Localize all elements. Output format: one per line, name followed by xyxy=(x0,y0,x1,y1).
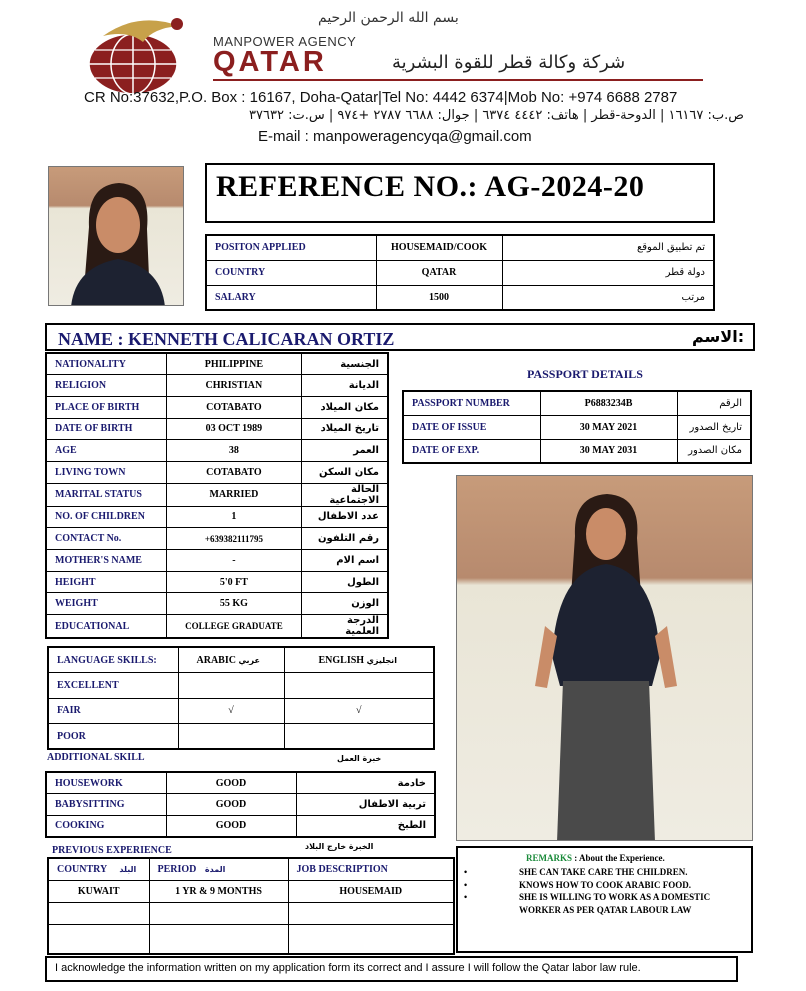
table-row xyxy=(403,415,751,439)
personal-arabic: عدد الاطفال xyxy=(301,506,388,528)
personal-value: 5'0 FT xyxy=(166,571,301,593)
table-row xyxy=(46,615,388,639)
english-language-ar: انجليزي xyxy=(366,655,397,665)
experience-period: 1 YR & 9 MONTHS xyxy=(149,880,288,902)
personal-arabic: العمر xyxy=(301,440,388,462)
remarks-title-rest: : About the Experience. xyxy=(574,853,665,863)
applicant-full-body-photo xyxy=(456,475,753,841)
personal-label: HEIGHT xyxy=(46,571,166,593)
arabic-language-en: ARABIC xyxy=(196,654,236,666)
applicant-name: NAME : KENNETH CALICARAN ORTIZ xyxy=(58,329,395,349)
contact-line-arabic: ص.ب: ١٦١٦٧ | الدوحة-قطر | هاتف: ٤٤٤٢ ٦٣٧٤ | جوال: ٦٦٨٨ ٢٧٨٧ +٩٧٤ | س.ت: ٣٧٦٣٢ xyxy=(249,108,744,123)
remarks-list xyxy=(464,866,719,916)
housework-value: GOOD xyxy=(166,772,296,794)
date-of-exp-value: 30 MAY 2031 xyxy=(540,439,677,463)
agency-name-arabic: شركة وكالة قطر للقوة البشرية xyxy=(392,52,626,73)
personal-value: 1 xyxy=(166,506,301,528)
arabic-language-ar: عربي xyxy=(238,655,260,665)
table-row xyxy=(46,794,435,816)
position-value: HOUSEMAID/COOK xyxy=(376,235,502,260)
applicant-portrait-photo xyxy=(48,166,184,306)
poor-english-mark xyxy=(284,724,434,750)
country-header xyxy=(48,858,149,880)
salary-value: 1500 xyxy=(376,285,502,310)
country-header-en: COUNTRY xyxy=(57,863,107,875)
table-row xyxy=(46,375,388,397)
babysitting-value: GOOD xyxy=(166,794,296,816)
table-row xyxy=(206,285,714,310)
babysitting-arabic: تربية الاطفال xyxy=(296,794,435,816)
personal-label: WEIGHT xyxy=(46,593,166,615)
remarks-title-key: REMARKS xyxy=(526,853,573,863)
personal-value: PHILIPPINE xyxy=(166,353,301,375)
passport-table xyxy=(402,390,752,464)
personal-value: MARRIED xyxy=(166,483,301,506)
english-language-en: ENGLISH xyxy=(318,654,365,666)
period-header-ar: المدة xyxy=(204,864,226,874)
table-row xyxy=(206,235,714,260)
position-arabic: تم تطبيق الموقع xyxy=(502,235,714,260)
job-description-header: JOB DESCRIPTION xyxy=(288,858,454,880)
personal-arabic: الجنسية xyxy=(301,353,388,375)
country-arabic: دولة قطر xyxy=(502,260,714,285)
passport-details-title: PASSPORT DETAILS xyxy=(527,367,643,381)
agency-name-big: QATAR xyxy=(213,46,327,78)
header-divider xyxy=(213,79,703,81)
contact-line-english: CR No:37632,P.O. Box : 16167, Doha-Qatar|Tel No: 4442 6374|Mob No: +974 6688 2787 xyxy=(84,89,678,106)
personal-label: EDUCATIONAL xyxy=(46,615,166,639)
additional-skill-title: ADDITIONAL SKILL xyxy=(47,752,145,763)
date-of-issue-value: 30 MAY 2021 xyxy=(540,415,677,439)
table-row xyxy=(46,772,435,794)
fair-arabic-mark: √ xyxy=(178,698,284,724)
remark-text: KNOWS HOW TO COOK ARABIC FOOD. xyxy=(519,879,692,890)
acknowledgement-text: I acknowledge the information written on my application form its correct and I assure I will follow the Qatar labor law rule. xyxy=(55,962,641,974)
experience-country: KUWAIT xyxy=(48,880,149,902)
housework-arabic: خادمة xyxy=(296,772,435,794)
table-row xyxy=(46,418,388,440)
personal-label: MARITAL STATUS xyxy=(46,483,166,506)
table-row xyxy=(206,260,714,285)
personal-value: CHRISTIAN xyxy=(166,375,301,397)
language-skills-label: LANGUAGE SKILLS: xyxy=(48,647,178,673)
personal-arabic: اسم الام xyxy=(301,550,388,572)
table-row xyxy=(48,698,434,724)
excellent-english-mark xyxy=(284,673,434,699)
personal-value: 03 OCT 1989 xyxy=(166,418,301,440)
country-label: COUNTRY xyxy=(206,260,376,285)
skills-table xyxy=(45,771,436,838)
personal-value: 38 xyxy=(166,440,301,462)
table-row xyxy=(48,673,434,699)
personal-arabic: الطول xyxy=(301,571,388,593)
arabic-language-header xyxy=(178,647,284,673)
list-item xyxy=(464,891,719,916)
table-row xyxy=(46,483,388,506)
table-row xyxy=(403,391,751,415)
additional-skill-title-arabic: خبرة العمل xyxy=(337,754,382,763)
country-value: QATAR xyxy=(376,260,502,285)
personal-arabic: الديانة xyxy=(301,375,388,397)
table-row xyxy=(403,439,751,463)
poor-arabic-mark xyxy=(178,724,284,750)
table-row xyxy=(46,593,388,615)
date-of-exp-arabic: مكان الصدور xyxy=(677,439,751,463)
personal-value: 55 KG xyxy=(166,593,301,615)
personal-arabic: الدرجة العلمية xyxy=(301,615,388,639)
table-row xyxy=(48,902,454,924)
excellent-label: EXCELLENT xyxy=(48,673,178,699)
salary-arabic: مرتب xyxy=(502,285,714,310)
personal-arabic: مكان الميلاد xyxy=(301,396,388,418)
personal-value: COLLEGE GRADUATE xyxy=(166,615,301,639)
previous-experience-title-arabic: الخبرة خارج البلاد xyxy=(305,842,374,851)
personal-label: MOTHER'S NAME xyxy=(46,550,166,572)
date-of-issue-arabic: تاريخ الصدور xyxy=(677,415,751,439)
fair-label: FAIR xyxy=(48,698,178,724)
personal-arabic: مكان السكن xyxy=(301,461,388,483)
personal-label: NO. OF CHILDREN xyxy=(46,506,166,528)
personal-label: DATE OF BIRTH xyxy=(46,418,166,440)
remarks-title xyxy=(526,853,665,863)
list-item xyxy=(464,879,719,892)
remark-text: SHE CAN TAKE CARE THE CHILDREN. xyxy=(519,867,688,877)
table-row xyxy=(46,440,388,462)
table-row xyxy=(48,647,434,673)
personal-arabic: الوزن xyxy=(301,593,388,615)
table-row xyxy=(48,880,454,902)
housework-label: HOUSEWORK xyxy=(46,772,166,794)
date-of-issue-label: DATE OF ISSUE xyxy=(403,415,540,439)
date-of-exp-label: DATE OF EXP. xyxy=(403,439,540,463)
personal-arabic: رقم التلفون xyxy=(301,528,388,550)
period-header-en: PERIOD xyxy=(157,863,197,875)
agency-logo-globe xyxy=(83,16,193,98)
bullet: • xyxy=(464,879,468,890)
agency-email: E-mail : manpoweragencyqa@gmail.com xyxy=(258,128,532,145)
portrait-figure xyxy=(49,167,184,306)
table-row xyxy=(46,550,388,572)
personal-value: COTABATO xyxy=(166,396,301,418)
country-header-ar: البلد xyxy=(119,864,137,874)
personal-arabic: تاريخ الميلاد xyxy=(301,418,388,440)
experience-job: HOUSEMAID xyxy=(288,880,454,902)
agency-name-small: MANPOWER AGENCY xyxy=(213,34,357,49)
personal-arabic: الحالة الاجتماعية xyxy=(301,483,388,506)
babysitting-label: BABYSITTING xyxy=(46,794,166,816)
table-row xyxy=(46,815,435,837)
poor-label: POOR xyxy=(48,724,178,750)
language-skills-table xyxy=(47,646,435,750)
fair-english-mark: √ xyxy=(284,698,434,724)
position-table xyxy=(205,234,715,311)
table-row xyxy=(46,571,388,593)
table-row xyxy=(48,858,454,880)
bullet: • xyxy=(464,892,468,902)
applicant-name-arabic-label: الاسم: xyxy=(692,327,745,346)
table-row xyxy=(48,924,454,954)
excellent-arabic-mark xyxy=(178,673,284,699)
list-item xyxy=(464,866,719,879)
passport-number-arabic: الرقم xyxy=(677,391,751,415)
personal-label: CONTACT No. xyxy=(46,528,166,550)
reference-number: REFERENCE NO.: AG-2024-20 xyxy=(216,170,645,203)
full-body-figure xyxy=(457,476,753,841)
basmala: بسم الله الرحمن الرحيم xyxy=(318,10,459,26)
personal-info-table xyxy=(45,352,389,639)
bullet: • xyxy=(464,867,468,877)
cooking-value: GOOD xyxy=(166,815,296,837)
passport-number-value: P6883234B xyxy=(540,391,677,415)
personal-value: +639382111795 xyxy=(166,528,301,550)
remark-text: SHE IS WILLING TO WORK AS A DOMESTIC WORKER AS PER QATAR LABOUR LAW xyxy=(519,892,711,915)
previous-experience-title: PREVIOUS EXPERIENCE xyxy=(52,845,172,856)
personal-label: PLACE OF BIRTH xyxy=(46,396,166,418)
cooking-label: COOKING xyxy=(46,815,166,837)
experience-table xyxy=(47,857,455,955)
personal-label: LIVING TOWN xyxy=(46,461,166,483)
passport-number-label: PASSPORT NUMBER xyxy=(403,391,540,415)
table-row xyxy=(48,724,434,750)
period-header xyxy=(149,858,288,880)
cooking-arabic: الطبخ xyxy=(296,815,435,837)
english-language-header xyxy=(284,647,434,673)
personal-value: COTABATO xyxy=(166,461,301,483)
table-row xyxy=(46,461,388,483)
personal-label: AGE xyxy=(46,440,166,462)
personal-value: - xyxy=(166,550,301,572)
salary-label: SALARY xyxy=(206,285,376,310)
table-row xyxy=(46,528,388,550)
table-row xyxy=(46,353,388,375)
position-label: POSITON APPLIED xyxy=(206,235,376,260)
table-row xyxy=(46,396,388,418)
personal-label: NATIONALITY xyxy=(46,353,166,375)
personal-label: RELIGION xyxy=(46,375,166,397)
table-row xyxy=(46,506,388,528)
